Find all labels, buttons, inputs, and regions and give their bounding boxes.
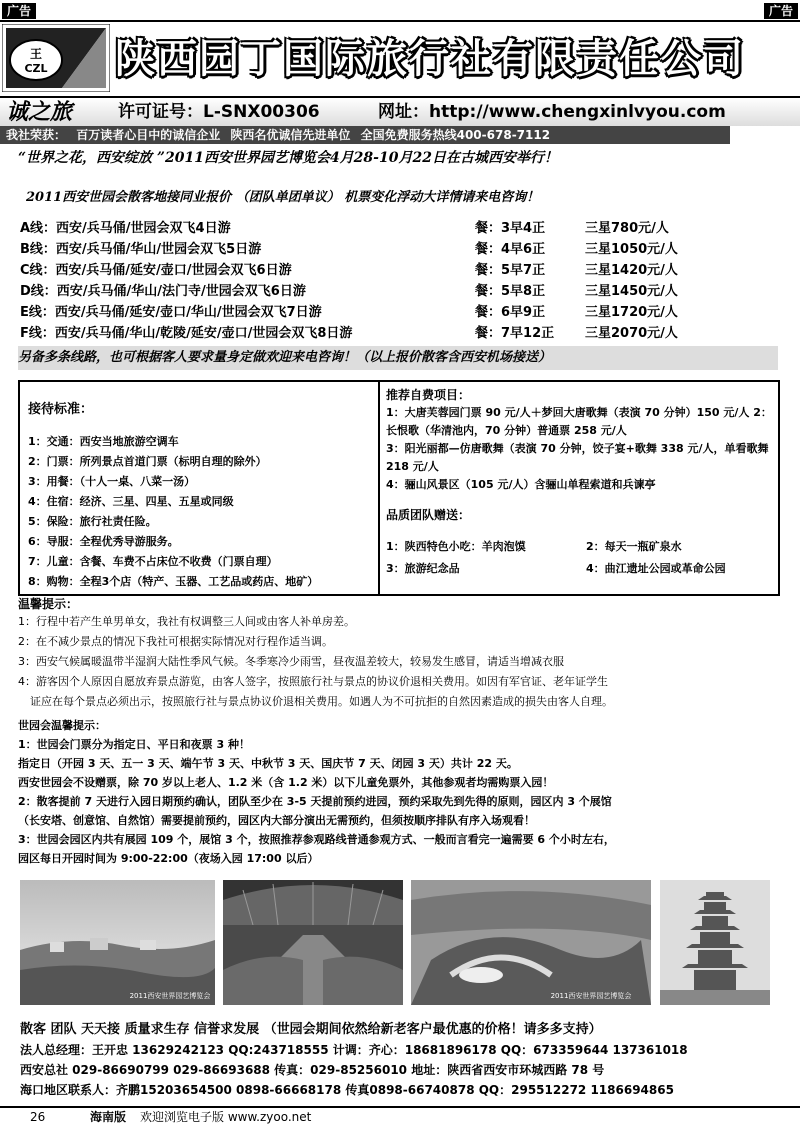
changan-tower-photo <box>660 880 770 1005</box>
expo-tips-section <box>18 716 788 868</box>
gift-row <box>386 536 774 558</box>
license-number: 许可证号：L-SNX00306 <box>118 102 320 122</box>
standard-item: 7：儿童：含餐、车费不占床位不收费（门票自理） <box>28 555 278 568</box>
page-footer-bar <box>0 1106 800 1127</box>
honor-2: 陕西名优诚信先进单位 <box>230 128 351 142</box>
standard-item: 2：门票：所列景点首道门票（标明自理的除外） <box>28 455 267 468</box>
route-price: 三星1050元/人 <box>585 242 678 257</box>
gift-item: 2：每天一瓶矿泉水 <box>586 540 682 553</box>
route-meals: 餐：4早6正 <box>475 242 546 257</box>
honor-1: 百万读者心目中的诚信企业 <box>76 128 221 142</box>
route-price: 三星1420元/人 <box>585 263 678 278</box>
self-pay-item: 1：大唐芙蓉园门票 90 元/人＋梦回大唐歌舞（表演 70 分钟）150 元/人 2：长恨歌（华清池内，70 分钟）普通票 258 元/人 <box>386 406 772 437</box>
tip-item: 2：在不减少景点的情况下我社可根据实际情况对行程作适当调。 <box>18 635 333 648</box>
standards-title: 接待标准： <box>28 402 94 417</box>
edition-site[interactable]: 欢迎浏览电子版 www.zyoo.net <box>140 1110 312 1124</box>
tips-section <box>18 596 788 712</box>
contact-line: 海口地区联系人：齐鹏15203654500 0898-66668178 传真0898-66740878 QQ：295512272 1186694865 <box>20 1083 674 1097</box>
honor-hotline: 全国免费服务热线400-678-7112 <box>360 128 551 142</box>
route-price: 三星2070元/人 <box>585 326 678 341</box>
route-name: C线：西安/兵马俑/延安/壶口/世园会双飞6日游 <box>20 263 292 278</box>
honor-bar <box>0 126 730 144</box>
route-list <box>20 218 790 344</box>
route-name: E线：西安/兵马俑/延安/壶口/华山/世园会双飞7日游 <box>20 305 322 320</box>
contact-line: 西安总社 029-86690799 029-86693688 传真：029-85256010 地址：陕西省西安市环城西路 78 号 <box>20 1063 605 1077</box>
gift-row <box>386 558 774 580</box>
standard-item: 4：住宿：经济、三星、四星、五星或同级 <box>28 495 234 508</box>
company-name: 陕西园丁国际旅行社有限责任公司 <box>115 36 745 82</box>
company-logo <box>2 24 110 92</box>
expo-aerial-photo <box>411 880 651 1005</box>
route-row <box>20 260 790 281</box>
self-pay-title: 推荐自费项目： <box>386 388 471 402</box>
brand-slogan: 诚之旅 <box>6 99 73 125</box>
route-meals: 餐：5早7正 <box>475 263 546 278</box>
self-pay-item: 4：骊山风景区（105 元/人）含骊山单程索道和兵谏亭 <box>386 478 656 491</box>
tips-title: 温馨提示： <box>18 597 79 611</box>
route-meals: 餐：5早8正 <box>475 284 546 299</box>
ad-label-left: 广告 <box>2 3 36 19</box>
tip-item: 证应在每个景点必须出示，按照旅行社与景点协议价退相关费用。如遇人为不可抗拒的自然因素造成的损失由客人自理。 <box>30 695 613 708</box>
expo-village-photo <box>20 880 215 1005</box>
expo-tip-item: 1：世园会门票分为指定日、平日和夜票 3 种！ <box>18 738 250 751</box>
page-number: 26 <box>30 1110 46 1124</box>
route-meals: 餐：3早4正 <box>475 221 546 236</box>
self-pay-item: 3：阳光丽都—仿唐歌舞（表演 70 分钟，饺子宴+歌舞 338 元/人，单看歌舞 218 元/人 <box>386 442 769 473</box>
website-label: 网址： <box>378 102 429 122</box>
gift-item: 3：旅游纪念品 <box>386 562 460 575</box>
website <box>378 98 726 126</box>
contact-line: 法人总经理：王开忠 13629242123 QQ:243718555 计调：齐心：18681896178 QQ：673359644 137361018 <box>20 1043 688 1057</box>
box-divider <box>378 382 380 594</box>
standard-item: 5：保险：旅行社责任险。 <box>28 515 157 528</box>
route-row <box>20 323 790 344</box>
route-meals: 餐：6早9正 <box>475 305 546 320</box>
custom-route-note: 另备多条线路，也可根据客人要求量身定做欢迎来电咨询！（以上报价散客含西安机场接送） <box>18 346 778 370</box>
route-price: 三星780元/人 <box>585 221 669 236</box>
expo-tip-item: （长安塔、创意馆、自然馆）需要提前预约，园区内大部分演出无需预约，但须按顺序排队有序入场观看！ <box>18 814 535 827</box>
expo-tip-item: 2：散客提前 7 天进行入园日期预约确认，团队至少在 3-5 天提前预约进园，预约采取先到先得的原则，园区内 3 个展馆 <box>18 795 612 808</box>
standard-item: 8：购物：全程3个店（特产、玉器、工艺品或药店、地矿） <box>28 575 319 588</box>
expo-greenhouse-photo <box>223 880 403 1005</box>
route-row <box>20 281 790 302</box>
expo-tip-item: 指定日（开园 3 天、五一 3 天、端午节 3 天、中秋节 3 天、国庆节 7 天、闭园 3 天）共计 22 天。 <box>18 757 518 770</box>
standards-list <box>28 432 373 592</box>
expo-tip-item: 3：世园会园区内共有展园 109 个，展馆 3 个，按照推荐参观路线普通参观方式、一般而言看完一遍需要 6 个小时左右， <box>18 833 615 846</box>
self-pay-panel <box>386 386 774 580</box>
website-url: http://www.chengxinlvyou.com <box>429 102 726 122</box>
expo-headline: “世界之花，西安绽放 ”2011西安世界园艺博览会4月28-10月22日在古城西安举行！ <box>18 150 558 166</box>
route-name: B线：西安/兵马俑/华山/世园会双飞5日游 <box>20 242 262 257</box>
tip-item: 3：西安气候属暖温带半湿润大陆性季风气候。冬季寒冷少雨雪，昼夜温差较大，较易发生感冒，请适当增减衣服 <box>18 655 564 668</box>
expo-tip-item: 西安世园会不设赠票，除 70 岁以上老人、1.2 米（含 1.2 米）以下儿童免票外，其他参观者均需购票入园！ <box>18 776 554 789</box>
route-row <box>20 239 790 260</box>
standard-item: 6：导服：全程优秀导游服务。 <box>28 535 179 548</box>
route-name: D线：西安/兵马俑/华山/法门寺/世园会双飞6日游 <box>20 284 306 299</box>
price-title: 2011西安世园会散客地接同业报价 （团队单团单议） 机票变化浮动大详情请来电咨询！ <box>26 190 540 205</box>
tip-item: 4：游客因个人原因自愿放弃景点游览，由客人签字，按照旅行社与景点的协议价退相关费用。如因有军官证、老年证学生 <box>18 675 608 688</box>
photo-strip <box>20 880 780 1010</box>
ad-label-right: 广告 <box>764 3 798 19</box>
route-row <box>20 302 790 323</box>
expo-tip-item: 园区每日开园时间为 9:00-22:00（夜场入园 17:00 以后） <box>18 852 319 865</box>
route-name: F线：西安/兵马俑/华山/乾陵/延安/壶口/世园会双飞8日游 <box>20 326 353 341</box>
tip-item: 1：行程中若产生单男单女，我社有权调整三人间或由客人补单房差。 <box>18 615 355 628</box>
expo-tips-title: 世园会温馨提示： <box>18 719 106 732</box>
route-meals: 餐：7早12正 <box>475 326 555 341</box>
route-name: A线：西安/兵马俑/世园会双飞4日游 <box>20 221 231 236</box>
logo-mark: 王 <box>29 47 43 61</box>
gift-title: 品质团队赠送： <box>386 508 471 522</box>
gift-item: 4：曲江遗址公园或革命公园 <box>586 562 726 575</box>
service-box <box>18 380 780 596</box>
logo-text: CZL <box>24 62 48 75</box>
standard-item: 1：交通：西安当地旅游空调车 <box>28 435 179 448</box>
footer-contacts <box>20 1020 790 1100</box>
standard-item: 3：用餐：（十人一桌、八菜一汤） <box>28 475 196 488</box>
edition-label: 海南版 <box>90 1110 127 1124</box>
honor-label: 我社荣获： <box>6 128 67 142</box>
photo-caption: 2011西安世界园艺博览会 <box>550 992 632 1000</box>
route-price: 三星1720元/人 <box>585 305 678 320</box>
route-price: 三星1450元/人 <box>585 284 678 299</box>
header-info-row <box>0 96 800 126</box>
route-row <box>20 218 790 239</box>
gift-list <box>386 536 774 580</box>
top-rule <box>0 20 800 22</box>
gift-item: 1：陕西特色小吃：羊肉泡馍 <box>386 540 526 553</box>
footer-slogan: 散客 团队 天天接 质量求生存 信誉求发展 （世园会期间依然给新老客户最优惠的价格！请多多支持） <box>20 1022 602 1037</box>
photo-caption: 2011西安世界园艺博览会 <box>129 992 211 1000</box>
